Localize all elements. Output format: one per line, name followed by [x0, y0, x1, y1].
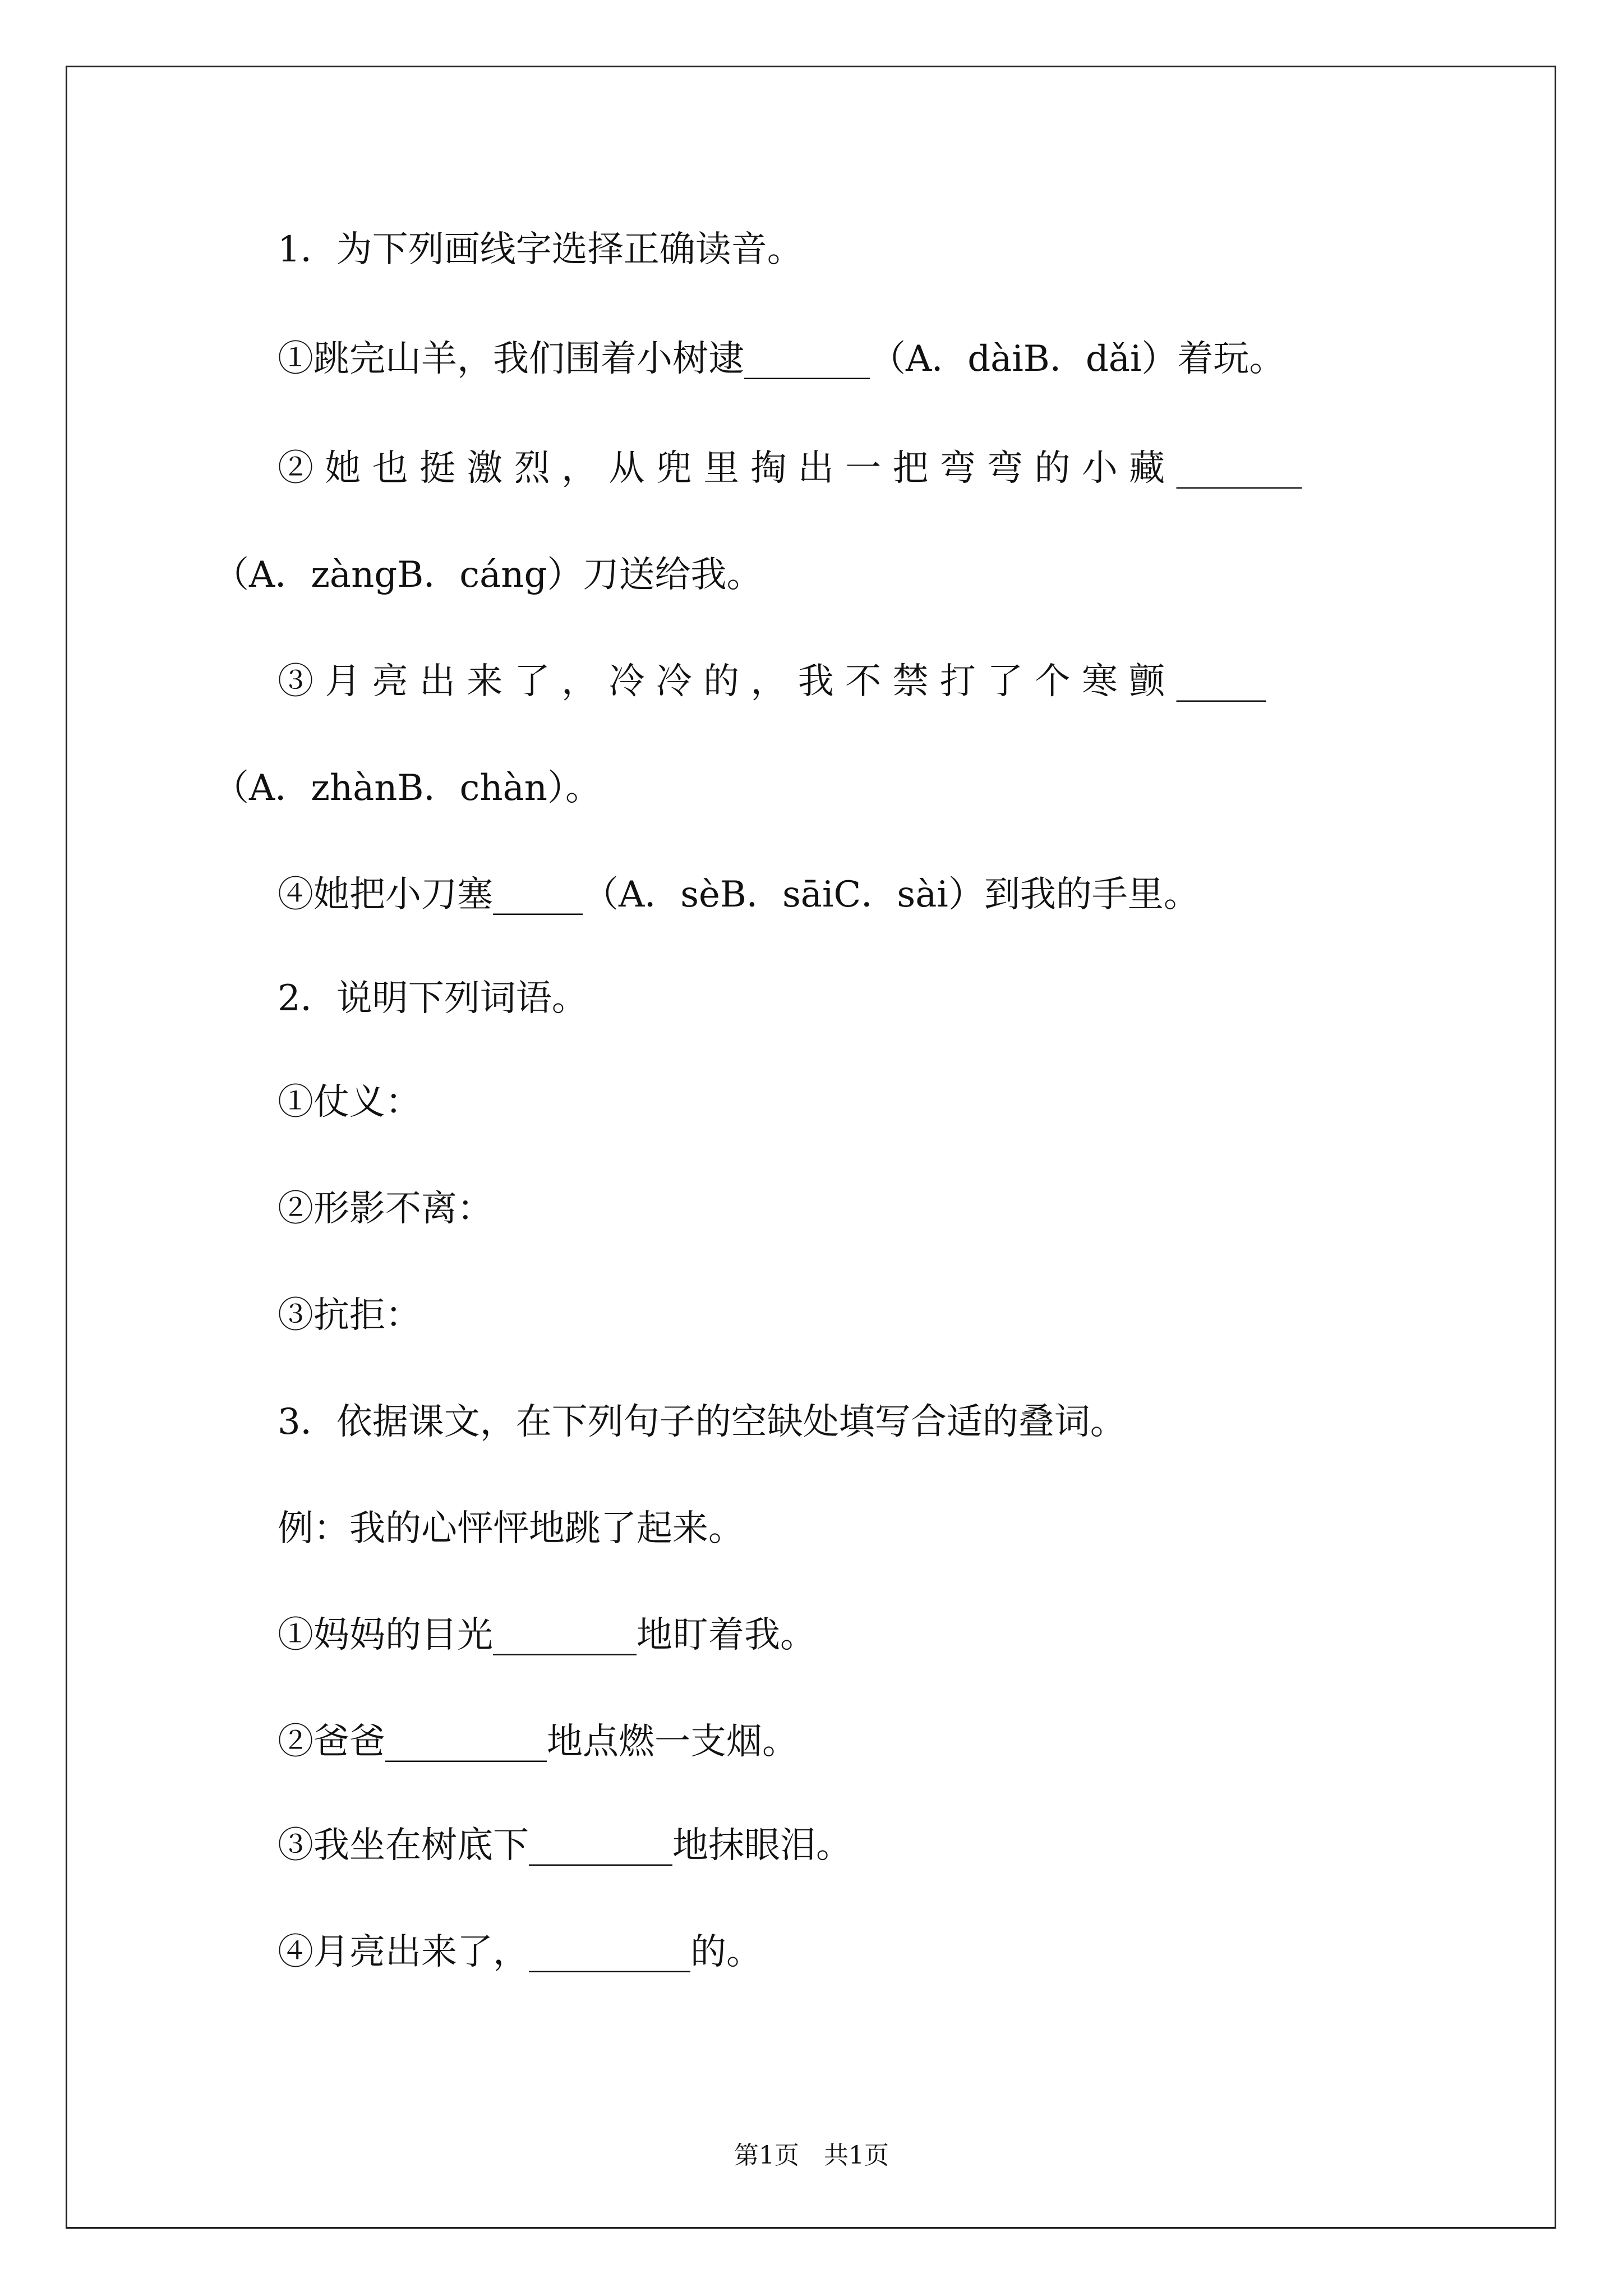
q1-item-2-line1: ② 她 也 挺 激 烈 ， 从 兜 里 掏 出 一 把 弯 弯 的 小 藏 _______	[278, 448, 1302, 489]
q1-title: 1．为下列画线字选择正确读音。	[278, 229, 803, 270]
q1-item-3-line1: ③ 月 亮 出 来 了 ， 冷 冷 的 ， 我 不 禁 打 了 个 寒 颤 _____	[278, 661, 1266, 702]
q3-item-3: ③我坐在树底下________地抹眼泪。	[278, 1825, 852, 1866]
q3-item-2: ②爸爸_________地点燃一支烟。	[278, 1721, 798, 1763]
q2-item-2: ②形影不离：	[278, 1188, 493, 1230]
q2-item-3: ③抗拒：	[278, 1295, 421, 1336]
q3-item-1: ①妈妈的目光________地盯着我。	[278, 1614, 816, 1656]
q3-example: 例：我的心怦怦地跳了起来。	[278, 1508, 744, 1549]
q1-item-2-line2: （A．zàngB．cáng）刀送给我。	[213, 554, 763, 596]
q3-title: 3．依据课文，在下列句子的空缺处填写合适的叠词。	[278, 1401, 1126, 1443]
page-frame	[66, 66, 1556, 2229]
q2-item-1: ①仗义：	[278, 1082, 421, 1123]
q2-title: 2．说明下列词语。	[278, 978, 588, 1019]
q1-item-1: ①跳完山羊，我们围着小树逮_______（A．dàiB．dǎi）着玩。	[278, 338, 1285, 380]
q1-item-4: ④她把小刀塞_____（A．sèB．sāiC．sài）到我的手里。	[278, 874, 1200, 915]
page-footer: 第1页 共1页	[734, 2141, 889, 2170]
q3-item-4: ④月亮出来了，_________的。	[278, 1931, 762, 1973]
q1-item-3-line2: （A．zhànB．chàn）。	[213, 767, 601, 809]
